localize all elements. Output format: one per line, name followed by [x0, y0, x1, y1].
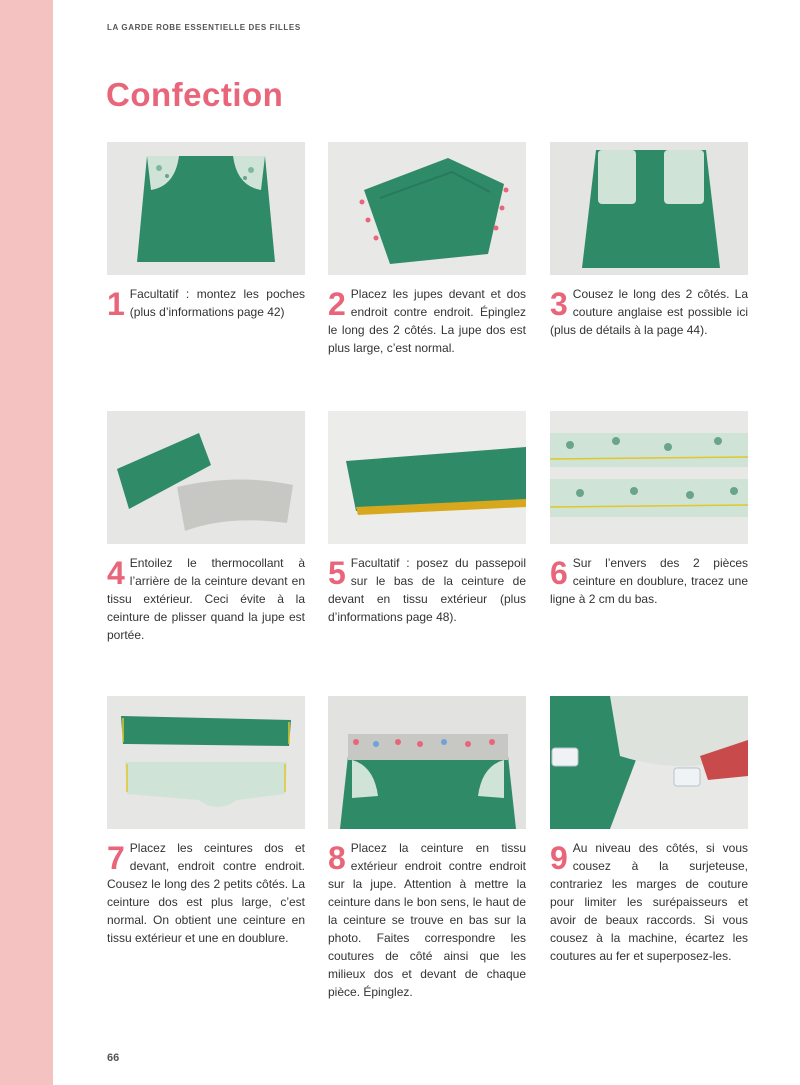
step-4-text — [107, 554, 305, 644]
step-description: Placez les ceintures dos et devant, endroit contre endroit. Cousez le long des 2 petits côtés. La ceinture dos est plus large, c’est normal. On obtient une ceinture en tissu extérieur et une en doublure. — [107, 841, 305, 945]
step-2 — [328, 142, 526, 357]
step-description: Cousez le long des 2 côtés. La couture anglaise est possible ici (plus de détails à la page 44). — [550, 287, 748, 337]
step-number: 2 — [328, 286, 346, 322]
step-1-photo — [107, 142, 305, 275]
side-band — [0, 0, 53, 1085]
step-5-text — [328, 554, 526, 626]
step-6-text — [550, 554, 748, 608]
step-6-photo — [550, 411, 748, 544]
running-head: LA GARDE ROBE ESSENTIELLE DES FILLES — [107, 23, 301, 32]
step-1-text — [107, 285, 305, 321]
step-description: Entoilez le thermocollant à l’arrière de la ceinture devant en tissu extérieur. Ceci évite à la ceinture de plisser quand la jupe est portée. — [107, 556, 305, 642]
page-number: 66 — [107, 1052, 120, 1064]
step-8-photo — [328, 696, 526, 829]
step-3-photo — [550, 142, 748, 275]
step-8 — [328, 696, 526, 1001]
step-2-text — [328, 285, 526, 357]
step-number: 6 — [550, 555, 568, 591]
step-5 — [328, 411, 526, 626]
step-9-text — [550, 839, 748, 965]
step-1 — [107, 142, 305, 321]
step-description: Facultatif : posez du passepoil sur le bas de la ceinture de devant en tissu extérieur (plus d’informations page 48). — [328, 556, 526, 624]
step-number: 8 — [328, 840, 346, 876]
step-number: 7 — [107, 840, 125, 876]
step-number: 9 — [550, 840, 568, 876]
step-7-photo — [107, 696, 305, 829]
step-number: 5 — [328, 555, 346, 591]
step-3 — [550, 142, 748, 339]
step-5-photo — [328, 411, 526, 544]
step-6 — [550, 411, 748, 608]
step-description: Au niveau des côtés, si vous cousez à la surjeteuse, contrariez les marges de couture pour limiter les surépaisseurs et avoir de beaux raccords. Si vous cousez à la machine, écartez les coutures au fer et superposez-les. — [550, 841, 748, 963]
step-description: Sur l’envers des 2 pièces ceinture en doublure, tracez une ligne à 2 cm du bas. — [550, 556, 748, 606]
step-4 — [107, 411, 305, 644]
step-7 — [107, 696, 305, 947]
step-4-photo — [107, 411, 305, 544]
step-9-photo — [550, 696, 748, 829]
step-number: 3 — [550, 286, 568, 322]
step-9 — [550, 696, 748, 965]
step-description: Facultatif : montez les poches (plus d’informations page 42) — [129, 287, 305, 319]
step-number: 1 — [107, 286, 125, 322]
step-3-text — [550, 285, 748, 339]
step-number: 4 — [107, 555, 125, 591]
step-8-text — [328, 839, 526, 1001]
step-2-photo — [328, 142, 526, 275]
page-title: Confection — [106, 76, 284, 113]
step-7-text — [107, 839, 305, 947]
step-description: Placez la ceinture en tissu extérieur endroit contre endroit sur la jupe. Attention à mettre la ceinture dans le bon sens, le haut de la ceinture se trouve en bas sur la photo. Faites correspondre les coutures de côté ainsi que les milieux dos et devant de chaque pièce. Épinglez. — [328, 841, 526, 999]
step-description: Placez les jupes devant et dos endroit contre endroit. Épinglez le long des 2 côtés. La jupe dos est plus large, c’est normal. — [328, 287, 526, 355]
